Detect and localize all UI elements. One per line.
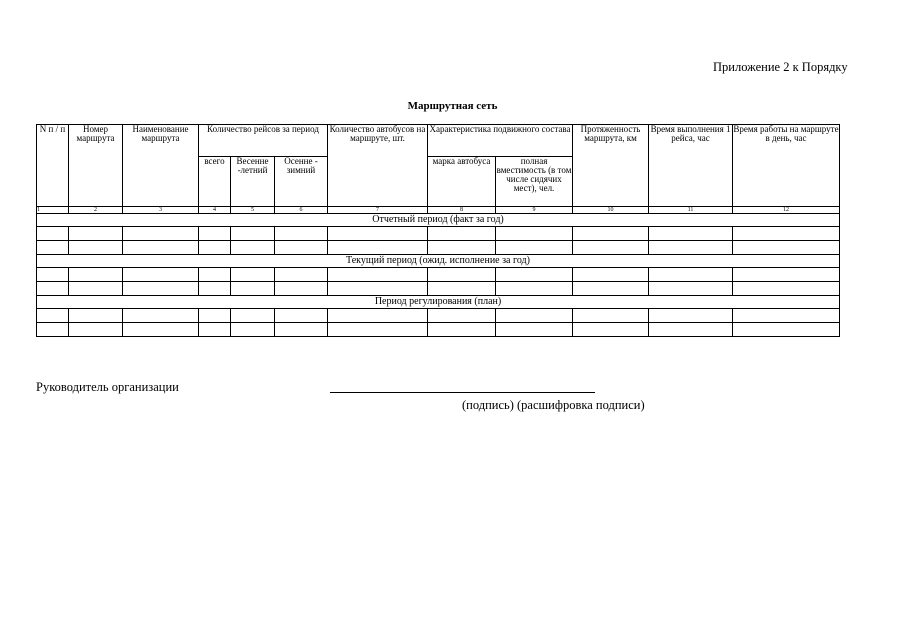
signature-label: Руководитель организации	[36, 380, 179, 394]
table-row	[37, 268, 840, 282]
column-number: 5	[231, 207, 275, 214]
table-row	[37, 323, 840, 337]
header-n: N п / п	[37, 125, 69, 207]
column-number: 8	[428, 207, 496, 214]
column-number: 10	[573, 207, 649, 214]
table-row	[37, 309, 840, 323]
header-trips-group: Количество рейсов за период	[199, 125, 328, 157]
column-number: 6	[275, 207, 328, 214]
header-route-length: Протяженность маршрута, км	[573, 125, 649, 207]
header-bus-brand: марка автобуса	[428, 157, 496, 207]
column-number: 3	[123, 207, 199, 214]
header-route-name: Наименование маршрута	[123, 125, 199, 207]
header-rolling-stock: Характеристика подвижного состава	[428, 125, 573, 157]
header-trips-spring: Весенне -летний	[231, 157, 275, 207]
column-number: 9	[496, 207, 573, 214]
signature-caption: (подпись) (расшифровка подписи)	[462, 398, 645, 412]
header-trips-autumn: Осенне - зимний	[275, 157, 328, 207]
table-row	[37, 227, 840, 241]
signature-line	[330, 392, 595, 393]
section-regulation-period: Период регулирования (план)	[37, 296, 840, 309]
table-row	[37, 282, 840, 296]
appendix-note: Приложение 2 к Порядку	[713, 60, 848, 74]
header-trip-time: Время выполнения 1 рейса, час	[649, 125, 733, 207]
column-number: 1	[37, 207, 69, 214]
header-trips-total: всего	[199, 157, 231, 207]
section-reporting-period: Отчетный период (факт за год)	[37, 214, 840, 227]
document-title: Маршрутная сеть	[407, 100, 498, 112]
route-network-table	[36, 124, 840, 337]
column-number: 11	[649, 207, 733, 214]
header-route-number: Номер маршрута	[69, 125, 123, 207]
header-work-time: Время работы на маршруте в день, час	[733, 125, 840, 207]
column-number: 12	[733, 207, 840, 214]
table-row	[37, 241, 840, 255]
header-buses-count: Количество автобусов на маршруте, шт.	[328, 125, 428, 207]
header-capacity: полная вместимость (в том числе сидячих мест), чел.	[496, 157, 573, 207]
section-current-period: Текущий период (ожид. исполнение за год)	[37, 255, 840, 268]
column-number: 2	[69, 207, 123, 214]
column-number: 4	[199, 207, 231, 214]
column-number: 7	[328, 207, 428, 214]
